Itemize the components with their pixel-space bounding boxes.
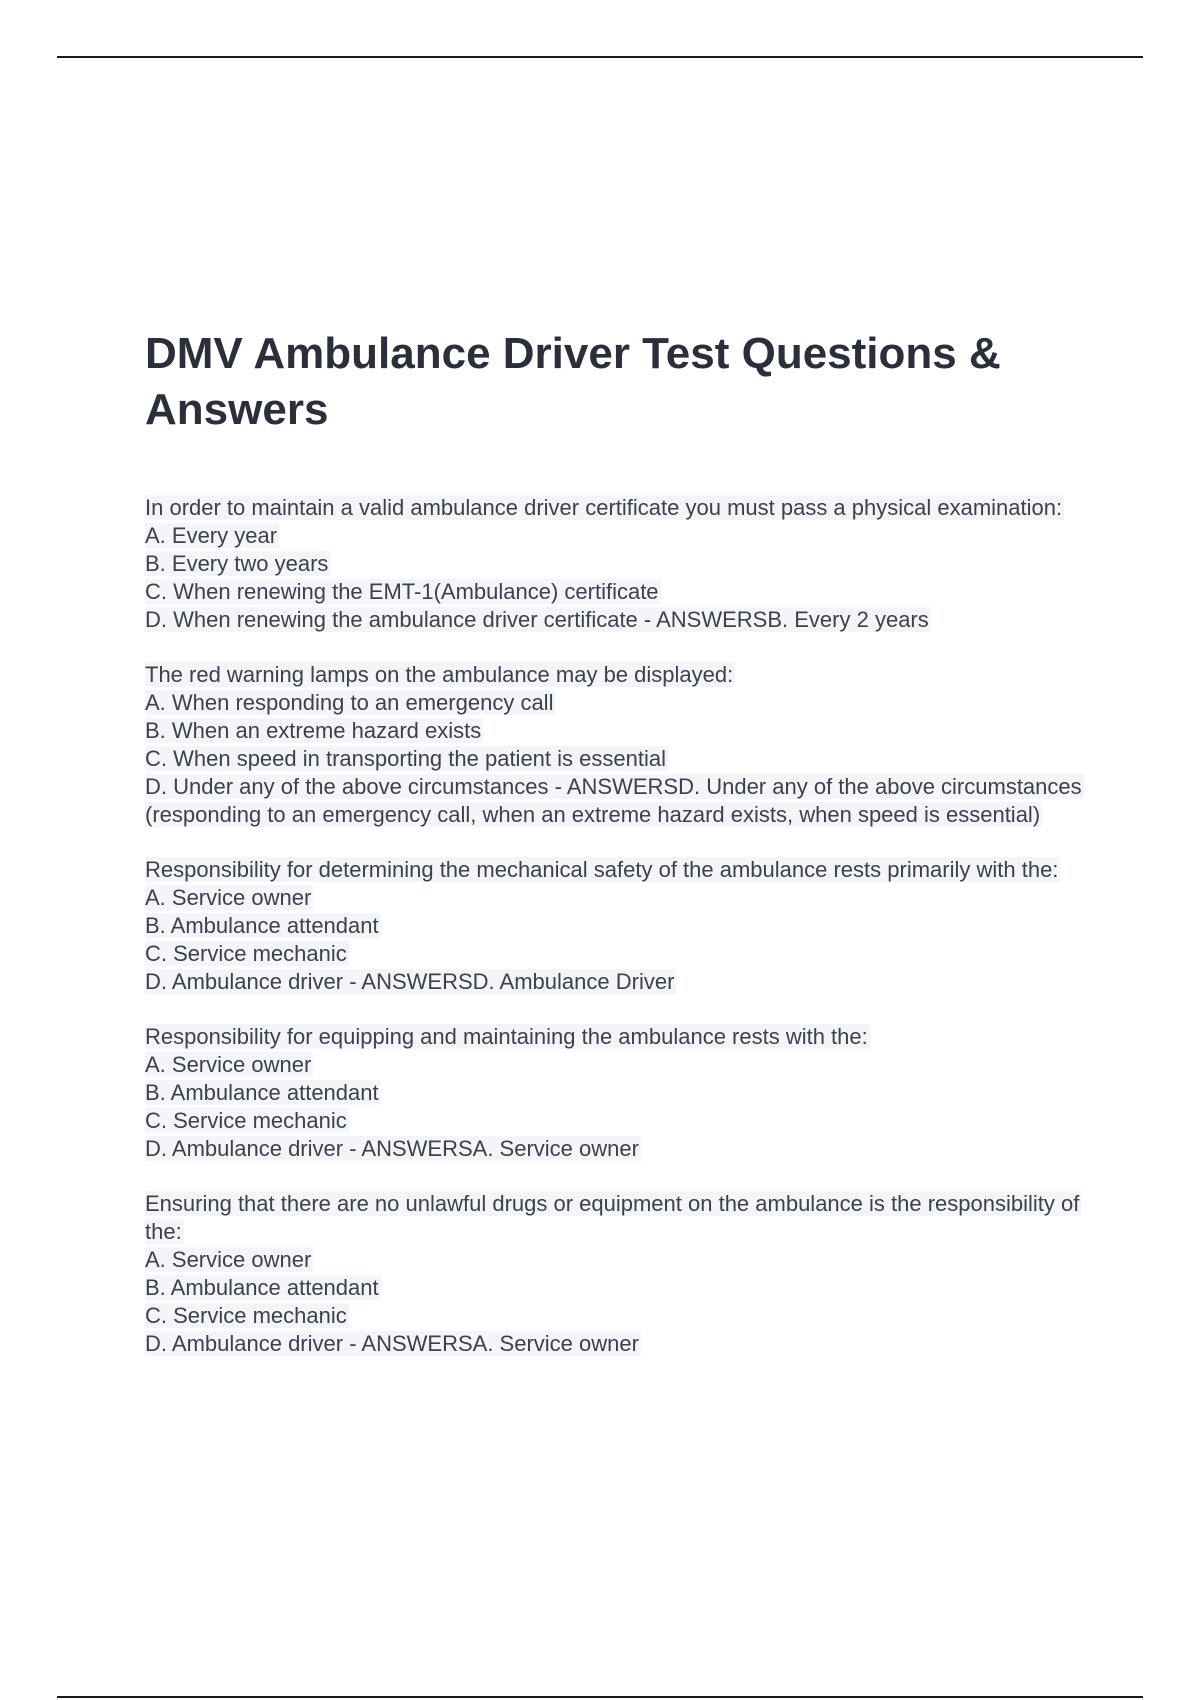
question-stem [145, 661, 1105, 689]
footer-rule [57, 1696, 1143, 1698]
answer-option-c: C. When speed in transporting the patient is essential [145, 746, 666, 771]
answer-option [145, 550, 1105, 578]
question-stem-text: Responsibility for equipping and maintaining the ambulance rests with the: [145, 1024, 868, 1049]
answer-option [145, 1330, 1105, 1358]
answer-option [145, 745, 1105, 773]
question-stem [145, 1023, 1105, 1051]
answer-option [145, 940, 1105, 968]
question-stem-text: In order to maintain a valid ambulance driver certificate you must pass a physical examination: [145, 495, 1063, 520]
question-stem [145, 494, 1105, 522]
answer-option [145, 606, 1105, 634]
answer-option [145, 968, 1105, 996]
answer-option [145, 884, 1105, 912]
answer-option-a: A. Every year [145, 523, 278, 548]
document-title: DMV Ambulance Driver Test Questions & Answers [145, 329, 1001, 434]
question-stem [145, 1190, 1105, 1246]
question-block [145, 494, 1105, 634]
question-block [145, 1190, 1105, 1358]
answer-option-a: A. Service owner [145, 1247, 312, 1272]
answer-option-d-with-answer: D. Under any of the above circumstances - ANSWERSD. Under any of the above circumstances (responding to an emergency call, when an extreme hazard exists, when speed is essential) [145, 774, 1082, 827]
answer-option-a: A. Service owner [145, 885, 312, 910]
answer-option [145, 1107, 1105, 1135]
header-rule [57, 56, 1143, 58]
question-block [145, 856, 1105, 996]
answer-option-c: C. When renewing the EMT-1(Ambulance) certificate [145, 579, 659, 604]
answer-option-c: C. Service mechanic [145, 1108, 347, 1133]
answer-option-a: A. Service owner [145, 1052, 312, 1077]
answer-option [145, 717, 1105, 745]
answer-option-b: B. Ambulance attendant [145, 1275, 379, 1300]
answer-option [145, 912, 1105, 940]
answer-option-c: C. Service mechanic [145, 941, 347, 966]
answer-option [145, 1051, 1105, 1079]
answer-option-a: A. When responding to an emergency call [145, 690, 554, 715]
answer-option-d-with-answer: D. When renewing the ambulance driver certificate - ANSWERSB. Every 2 years [145, 607, 929, 632]
question-block [145, 661, 1105, 829]
answer-option [145, 1135, 1105, 1163]
question-stem-text: The red warning lamps on the ambulance may be displayed: [145, 662, 734, 687]
answer-option-c: C. Service mechanic [145, 1303, 347, 1328]
question-stem-text: Ensuring that there are no unlawful drugs or equipment on the ambulance is the responsibility of the: [145, 1191, 1080, 1244]
answer-option [145, 522, 1105, 550]
question-block [145, 1023, 1105, 1163]
answer-option-d-with-answer: D. Ambulance driver - ANSWERSA. Service owner [145, 1331, 639, 1356]
question-list [145, 494, 1105, 1385]
answer-option-d-with-answer: D. Ambulance driver - ANSWERSD. Ambulance Driver [145, 969, 675, 994]
answer-option [145, 1302, 1105, 1330]
answer-option-b: B. When an extreme hazard exists [145, 718, 482, 743]
answer-option [145, 1274, 1105, 1302]
answer-option [145, 1246, 1105, 1274]
answer-option [145, 578, 1105, 606]
question-stem-text: Responsibility for determining the mechanical safety of the ambulance rests primarily with the: [145, 857, 1059, 882]
answer-option [145, 773, 1105, 829]
answer-option-b: B. Ambulance attendant [145, 1080, 379, 1105]
question-stem [145, 856, 1105, 884]
answer-option [145, 1079, 1105, 1107]
answer-option [145, 689, 1105, 717]
answer-option-b: B. Ambulance attendant [145, 913, 379, 938]
answer-option-b: B. Every two years [145, 551, 329, 576]
answer-option-d-with-answer: D. Ambulance driver - ANSWERSA. Service owner [145, 1136, 639, 1161]
